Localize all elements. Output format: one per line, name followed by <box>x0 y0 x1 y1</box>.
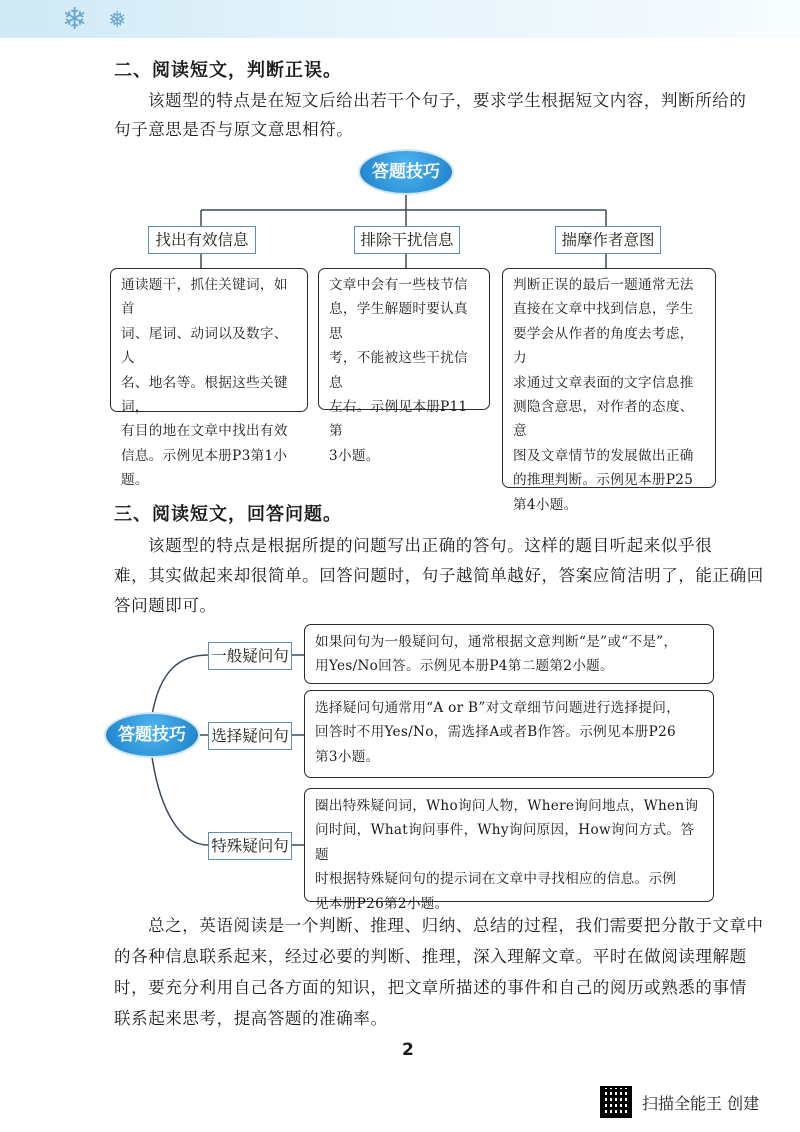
card-line: 问时间，What询问事件，Why询问原因，How询问方式。答题 <box>315 822 695 863</box>
conclusion-line2: 的各种信息联系起来，经过必要的判断、推理，深入理解文章。平时在做阅读理解题 <box>114 947 747 966</box>
section2-intro-line2: 句子意思是否与原文意思相符。 <box>114 120 354 139</box>
card-line: 回答时不用Yes/No，需选择A或者B作答。示例见本册P26 <box>315 724 677 741</box>
card-choice-question <box>304 690 714 778</box>
card-line: 见本册P26第2小题。 <box>315 895 449 912</box>
card-line: 信息。示例见本册P3第1小题。 <box>121 447 288 489</box>
card-line: 时根据特殊疑问句的提示词在文章中寻找相应的信息。示例 <box>315 871 677 888</box>
conclusion-line3: 时，要充分利用自己各方面的知识，把文章所描述的事件和自己的阅历或熟悉的事情 <box>114 978 747 997</box>
snowflake-icon: ❅ <box>108 8 127 33</box>
branch-label-exclude-info: 排除干扰信息 <box>354 226 460 254</box>
branch-label-author-intent: 揣摩作者意图 <box>555 226 661 254</box>
card-wh-question <box>304 788 714 912</box>
section2-center-node: 答题技巧 <box>360 151 452 193</box>
card-line: 直接在文章中找到信息，学生 <box>513 301 694 318</box>
section3-center-node: 答题技巧 <box>106 714 198 756</box>
section2-heading: 二、阅读短文，判断正误。 <box>114 60 342 81</box>
section3-heading: 三、阅读短文，回答问题。 <box>114 504 342 525</box>
card-line: 如果问句为一般疑问句，通常根据文意判断“是”或“不是”， <box>315 634 678 650</box>
conclusion-line4: 联系起来思考，提高答题的准确率。 <box>114 1009 388 1028</box>
card-line: 用Yes/No回答。示例见本册P4第二题第2小题。 <box>315 658 614 675</box>
branch-label-yes-no-question: 一般疑问句 <box>208 642 292 670</box>
card-line: 图及文章情节的发展做出正确 <box>513 447 694 464</box>
branch-label-wh-question: 特殊疑问句 <box>208 832 292 860</box>
card-line: 3小题。 <box>329 447 380 464</box>
card-line: 通读题干，抓住关键词，如首 <box>121 277 288 318</box>
section3-intro-line1: 该题型的特点是根据所提的问题写出正确的答句。这样的题目听起来似乎很 <box>148 536 713 555</box>
card-line: 第4小题。 <box>513 496 578 513</box>
card-line: 选择疑问句通常用“A or B”对文章细节问题进行选择提问， <box>315 700 681 716</box>
card-line: 有目的地在文章中找出有效 <box>121 423 288 440</box>
card-line: 考，不能被这些干扰信息 <box>329 350 468 391</box>
section3-intro-line2: 难，其实做起来却很简单。回答问题时，句子越简单越好，答案应简洁明了，能正确回 <box>114 566 764 585</box>
card-line: 判断正误的最后一题通常无法 <box>513 277 694 293</box>
section3-intro-line3: 答问题即可。 <box>114 596 217 615</box>
branch-label-find-info: 找出有效信息 <box>148 226 256 254</box>
card-line: 第3小题。 <box>315 748 380 765</box>
section2-intro-line1: 该题型的特点是在短文后给出若干个句子，要求学生根据短文内容，判断所给的 <box>148 91 747 110</box>
conclusion-line1: 总之，英语阅读是一个判断、推理、归纳、总结的过程，我们需要把分散于文章中 <box>148 916 764 935</box>
card-yes-no-question <box>304 624 714 684</box>
card-line: 名、地名等。根据这些关键词， <box>121 374 288 416</box>
card-line: 测隐含意思，对作者的态度、意 <box>513 399 694 440</box>
snowflake-icon: ❄ <box>62 2 88 37</box>
card-line: 圈出特殊疑问词，Who询问人物，Where询问地点，When询 <box>315 798 699 814</box>
branch-label-choice-question: 选择疑问句 <box>208 722 292 750</box>
card-line: 息，学生解题时要认真思 <box>329 301 468 342</box>
card-line: 词、尾词、动词以及数字、人 <box>121 325 288 367</box>
card-line: 文章中会有一些枝节信 <box>329 277 468 293</box>
card-line: 求通过文章表面的文字信息推 <box>513 374 694 391</box>
scanner-watermark: 扫描全能王 创建 <box>642 1094 760 1113</box>
page-number: 2 <box>402 1040 414 1060</box>
card-line: 的推理判断。示例见本册P25 <box>513 472 694 489</box>
card-line: 要学会从作者的角度去考虑，力 <box>513 325 694 367</box>
qr-code-icon <box>600 1086 632 1118</box>
card-line: 左右。示例见本册P11第 <box>329 399 468 440</box>
